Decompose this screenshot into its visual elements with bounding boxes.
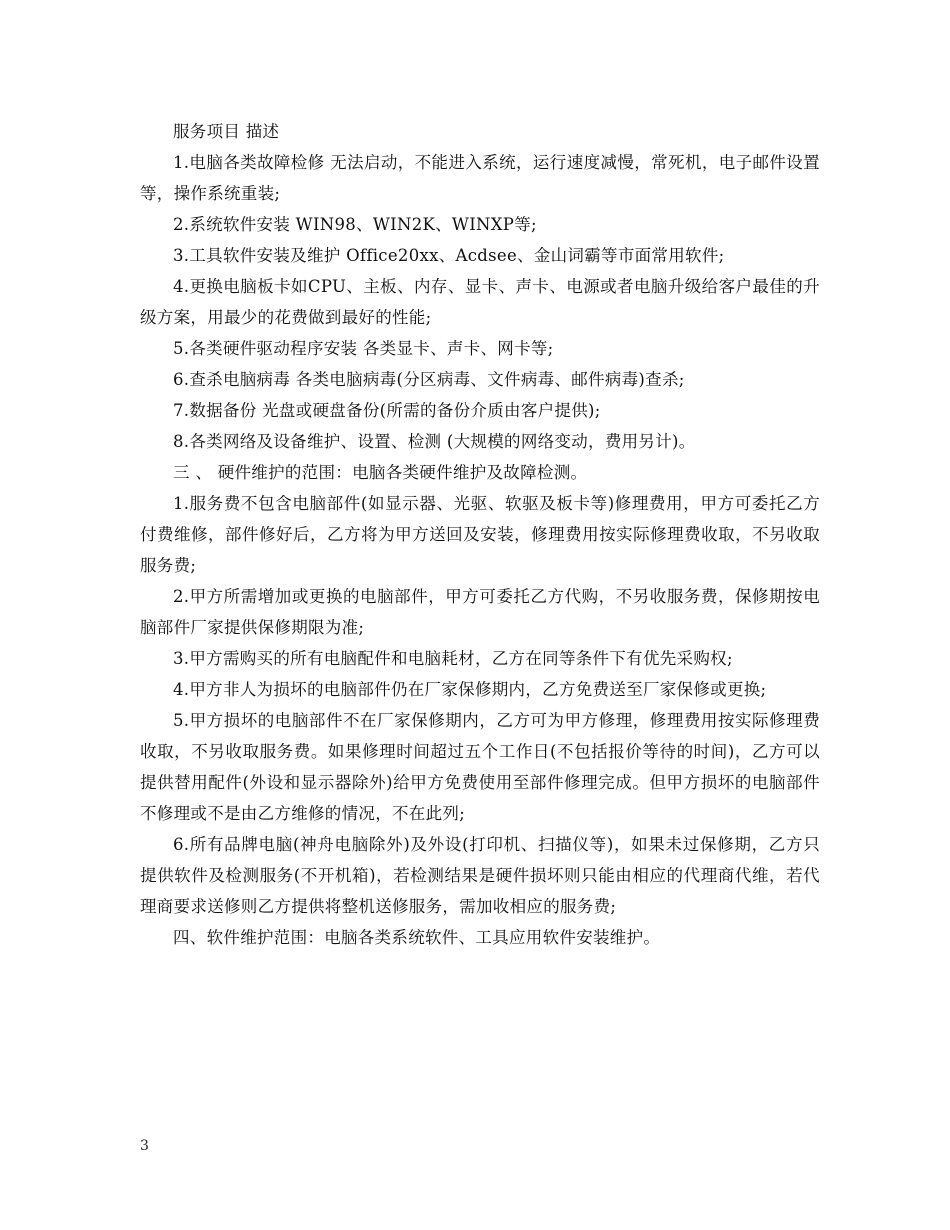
paragraph-item-2-system-software: 2.系统软件安装 WIN98、WIN2K、WINXP等; xyxy=(173,215,537,234)
paragraph-hardware-4: 4.甲方非人为损坏的电脑部件仍在厂家保修期内，乙方免费送至厂家保修或更换; xyxy=(173,680,767,699)
paragraph-item-8-network: 8.各类网络及设备维护、设置、检测 (大规模的网络变动，费用另计)。 xyxy=(173,432,696,451)
paragraph-service-heading: 服务项目 描述 xyxy=(173,122,280,141)
paragraph-item-6-antivirus: 6.查杀电脑病毒 各类电脑病毒(分区病毒、文件病毒、邮件病毒)查杀; xyxy=(173,370,685,389)
paragraph-hardware-6: 6.所有品牌电脑(神舟电脑除外)及外设(打印机、扫描仪等)，如果未过保修期，乙方只提供软件及检测服务(不开机箱)，若检测结果是硬件损坏则只能由相应的代理商代维，若代理商要求送修则乙方提供将整机送修服务，需加收相应的服务费; xyxy=(140,835,820,916)
paragraph-hardware-3: 3.甲方需购买的所有电脑配件和电脑耗材，乙方在同等条件下有优先采购权; xyxy=(173,649,733,668)
paragraph-hardware-5: 5.甲方损坏的电脑部件不在厂家保修期内，乙方可为甲方修理，修理费用按实际修理费收取，不另收取服务费。如果修理时间超过五个工作日(不包括报价等待的时间)，乙方可以提供替用配件(外设和显示器除外)给甲方免费使用至部件修理完成。但甲方损坏的电脑部件不修理或不是由乙方维修的情况，不在此列; xyxy=(140,711,820,823)
paragraph-item-7-backup: 7.数据备份 光盘或硬盘备份(所需的备份介质由客户提供); xyxy=(173,401,601,420)
paragraph-item-5-drivers: 5.各类硬件驱动程序安装 各类显卡、声卡、网卡等; xyxy=(173,339,554,358)
section-heading-hardware: 三 、 硬件维护的范围：电脑各类硬件维护及故障检测。 xyxy=(173,463,588,482)
paragraph-hardware-1: 1.服务费不包含电脑部件(如显示器、光驱、软驱及板卡等)修理费用，甲方可委托乙方付费维修，部件修好后，乙方将为甲方送回及安装，修理费用按实际修理费收取，不另收取服务费; xyxy=(140,494,820,575)
section-heading-software: 四、软件维护范围：电脑各类系统软件、工具应用软件安装维护。 xyxy=(173,928,661,947)
document-page xyxy=(140,116,820,953)
paragraph-item-3-tool-software: 3.工具软件安装及维护 Office20xx、Acdsee、金山词霸等市面常用软件; xyxy=(173,246,725,265)
paragraph-item-4-board-replacement: 4.更换电脑板卡如CPU、主板、内存、显卡、声卡、电源或者电脑升级给客户最佳的升级方案，用最少的花费做到最好的性能; xyxy=(140,277,820,327)
paragraph-item-1-repair: 1.电脑各类故障检修 无法启动，不能进入系统，运行速度减慢，常死机，电子邮件设置等，操作系统重装; xyxy=(140,153,820,203)
paragraph-hardware-2: 2.甲方所需增加或更换的电脑部件，甲方可委托乙方代购，不另收服务费，保修期按电脑部件厂家提供保修期限为准; xyxy=(140,587,820,637)
page-number: 3 xyxy=(140,1138,149,1154)
